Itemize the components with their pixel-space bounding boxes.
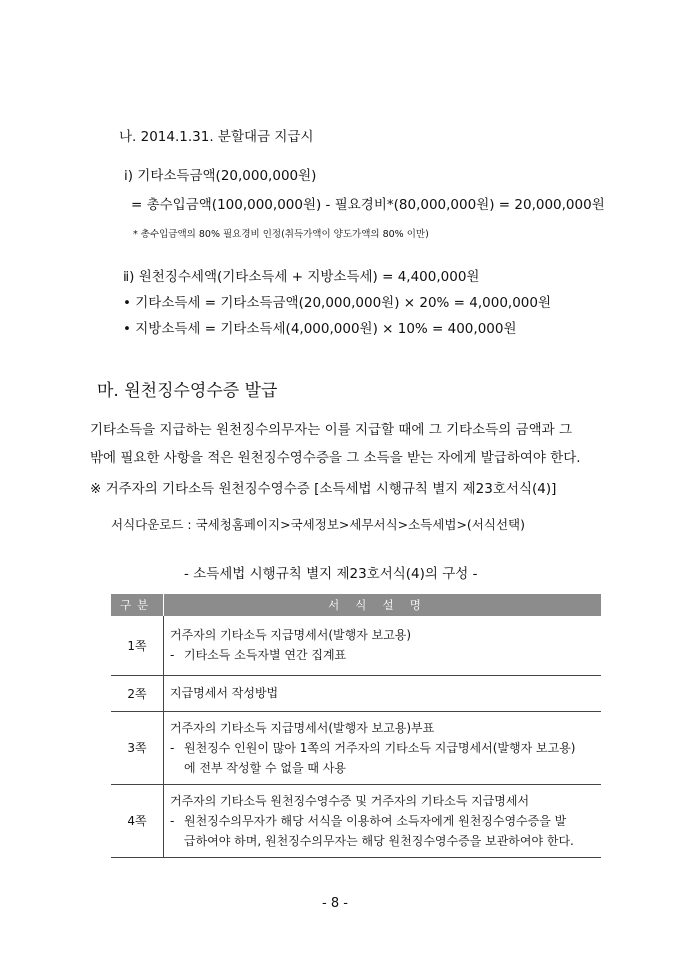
form-composition-table bbox=[111, 594, 601, 858]
row-sub-text: 기타소득 소득자별 연간 집계표 bbox=[184, 648, 347, 663]
row-title: 지급명세서 작성방법 bbox=[170, 686, 279, 700]
row-description bbox=[164, 711, 602, 784]
table-title: - 소득세법 시행규칙 별지 제23호서식(4)의 구성 - bbox=[184, 566, 478, 582]
download-path: 서식다운로드 : 국세청홈페이지>국세정보>세무서식>소득세법>(서식선택) bbox=[111, 517, 525, 532]
item-ii-bullet-1: • 기타소득세 = 기타소득금액(20,000,000원) × 20% = 4,000,000원 bbox=[123, 295, 552, 311]
row-description bbox=[164, 616, 602, 675]
item-i-note: * 총수입금액의 80% 필요경비 인정(취득가액이 양도가액의 80% 이만) bbox=[133, 229, 429, 240]
header-category: 구분 bbox=[111, 594, 164, 616]
row-sub-text: 원천징수의무자가 해당 서식을 이용하여 소득자에게 원천징수영수증을 발 bbox=[184, 813, 567, 828]
table-header-row bbox=[111, 594, 601, 616]
section-ma-heading: 마. 원천징수영수증 발급 bbox=[97, 381, 278, 401]
paragraph-line-2: 밖에 필요한 사항을 적은 원천징수영수증을 그 소득을 받는 자에게 발급하여야 한다. bbox=[90, 450, 581, 466]
item-ii-label: ⅱ) 원천징수세액(기타소득세 + 지방소득세) = 4,400,000원 bbox=[123, 269, 480, 285]
row-title: 거주자의 기타소득 원천징수영수증 및 거주자의 기타소득 지급명세서 bbox=[170, 793, 530, 808]
table-row bbox=[111, 784, 601, 857]
row-sub-text: 원천징수 인원이 많아 1쪽의 거주자의 기타소득 지급명세서(발행자 보고용) bbox=[184, 740, 576, 755]
row-sub-item bbox=[170, 831, 595, 851]
item-i-formula: = 총수입금액(100,000,000원) - 필요경비*(80,000,000원) = 20,000,000원 bbox=[131, 197, 605, 213]
row-description bbox=[164, 784, 602, 857]
row-sub-item bbox=[170, 645, 595, 665]
row-page-label: 1쪽 bbox=[111, 616, 164, 675]
row-title: 거주자의 기타소득 지급명세서(발행자 보고용)부표 bbox=[170, 720, 435, 735]
paragraph-line-1: 기타소득을 지급하는 원천징수의무자는 이를 지급할 때에 그 기타소득의 금액과 그 bbox=[90, 422, 573, 438]
row-sub-text: 급하여야 하며, 원천징수의무자는 해당 원천징수영수증을 보관하여야 한다. bbox=[184, 833, 574, 848]
row-sub-item bbox=[170, 758, 595, 778]
header-description: 서식설명 bbox=[164, 594, 602, 616]
table-row bbox=[111, 616, 601, 675]
row-page-label: 2쪽 bbox=[111, 675, 164, 711]
dash-marker: - bbox=[170, 740, 175, 755]
dash-marker: - bbox=[170, 648, 175, 663]
page-number: - 8 - bbox=[322, 896, 348, 911]
dash-marker: - bbox=[170, 813, 175, 828]
table-row bbox=[111, 675, 601, 711]
item-i-label: ⅰ) 기타소득금액(20,000,000원) bbox=[124, 168, 317, 184]
row-sub-item bbox=[170, 738, 595, 758]
form-reference-note: ※ 거주자의 기타소득 원천징수영수증 [소득세법 시행규칙 별지 제23호서식(4)] bbox=[90, 481, 557, 497]
table-row bbox=[111, 711, 601, 784]
row-page-label: 3쪽 bbox=[111, 711, 164, 784]
row-title: 거주자의 기타소득 지급명세서(발행자 보고용) bbox=[170, 628, 412, 643]
row-sub-item bbox=[170, 811, 595, 831]
row-page-label: 4쪽 bbox=[111, 784, 164, 857]
item-ii-bullet-2: • 지방소득세 = 기타소득세(4,000,000원) × 10% = 400,000원 bbox=[123, 321, 517, 337]
section-na-heading: 나. 2014.1.31. 분할대금 지급시 bbox=[119, 129, 314, 145]
row-description bbox=[164, 675, 602, 711]
row-sub-text: 에 전부 작성할 수 없을 때 사용 bbox=[184, 760, 346, 775]
